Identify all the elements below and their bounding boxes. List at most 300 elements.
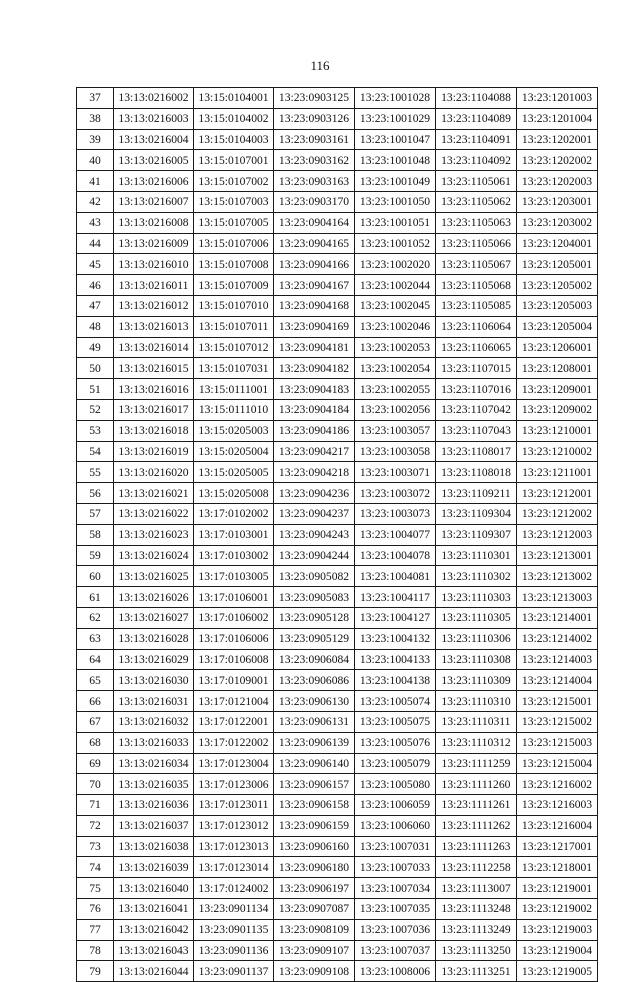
cadastral-number-cell: 13:23:1005079 [355, 753, 436, 774]
table-row [77, 358, 598, 379]
cadastral-number-cell: 13:23:1212003 [517, 524, 598, 545]
cadastral-number-cell: 13:23:1110303 [436, 587, 517, 608]
cadastral-number-cell: 13:23:0907087 [274, 899, 355, 920]
cadastral-number-cell: 13:23:1109211 [436, 483, 517, 504]
table-row [77, 150, 598, 171]
cadastral-number-cell: 13:13:0216041 [114, 899, 194, 920]
cadastral-number-cell: 13:23:1215004 [517, 753, 598, 774]
cadastral-number-cell: 13:23:1005075 [355, 711, 436, 732]
cadastral-number-cell: 13:23:1001028 [355, 88, 436, 109]
cadastral-number-cell: 13:15:0205003 [194, 420, 274, 441]
cadastral-number-cell: 13:23:0904218 [274, 462, 355, 483]
row-number-cell: 58 [77, 524, 114, 545]
table-row [77, 961, 598, 982]
cadastral-number-cell: 13:23:0904217 [274, 441, 355, 462]
row-number-cell: 57 [77, 503, 114, 524]
cadastral-number-cell: 13:15:0107001 [194, 150, 274, 171]
cadastral-number-cell: 13:23:1212002 [517, 503, 598, 524]
cadastral-number-cell: 13:23:1208001 [517, 358, 598, 379]
cadastral-number-cell: 13:23:1213001 [517, 545, 598, 566]
table-row [77, 275, 598, 296]
cadastral-number-cell: 13:23:0906180 [274, 857, 355, 878]
cadastral-number-cell: 13:23:0908109 [274, 919, 355, 940]
cadastral-number-cell: 13:15:0107011 [194, 316, 274, 337]
cadastral-number-cell: 13:13:0216011 [114, 275, 194, 296]
cadastral-number-cell: 13:13:0216018 [114, 420, 194, 441]
cadastral-number-cell: 13:23:0906086 [274, 670, 355, 691]
cadastral-number-cell: 13:17:0103002 [194, 545, 274, 566]
cadastral-number-cell: 13:23:0904184 [274, 399, 355, 420]
cadastral-number-cell: 13:13:0216034 [114, 753, 194, 774]
table-row [77, 233, 598, 254]
cadastral-number-cell: 13:13:0216006 [114, 171, 194, 192]
cadastral-number-cell: 13:23:1205002 [517, 275, 598, 296]
table-row [77, 129, 598, 150]
table-row [77, 379, 598, 400]
row-number-cell: 64 [77, 649, 114, 670]
cadastral-number-cell: 13:23:1107016 [436, 379, 517, 400]
cadastral-number-cell: 13:23:1001048 [355, 150, 436, 171]
cadastral-number-cell: 13:23:0904164 [274, 212, 355, 233]
cadastral-number-cell: 13:23:0904243 [274, 524, 355, 545]
row-number-cell: 62 [77, 607, 114, 628]
table-row [77, 587, 598, 608]
row-number-cell: 66 [77, 691, 114, 712]
cadastral-number-cell: 13:13:0216027 [114, 607, 194, 628]
table-row [77, 545, 598, 566]
cadastral-number-cell: 13:23:0906160 [274, 836, 355, 857]
cadastral-number-cell: 13:13:0216029 [114, 649, 194, 670]
cadastral-number-cell: 13:23:0904237 [274, 503, 355, 524]
row-number-cell: 42 [77, 191, 114, 212]
cadastral-number-cell: 13:13:0216014 [114, 337, 194, 358]
cadastral-number-cell: 13:17:0106002 [194, 607, 274, 628]
table-row [77, 503, 598, 524]
cadastral-number-cell: 13:23:1202001 [517, 129, 598, 150]
cadastral-number-cell: 13:23:1215002 [517, 711, 598, 732]
table-row [77, 420, 598, 441]
cadastral-number-cell: 13:13:0216013 [114, 316, 194, 337]
cadastral-number-cell: 13:23:1004133 [355, 649, 436, 670]
cadastral-number-cell: 13:23:1213003 [517, 587, 598, 608]
cadastral-number-cell: 13:23:1212001 [517, 483, 598, 504]
cadastral-number-cell: 13:13:0216010 [114, 254, 194, 275]
cadastral-number-cell: 13:17:0106008 [194, 649, 274, 670]
cadastral-number-cell: 13:23:1110306 [436, 628, 517, 649]
cadastral-number-cell: 13:13:0216016 [114, 379, 194, 400]
cadastral-number-cell: 13:23:0904166 [274, 254, 355, 275]
cadastral-number-cell: 13:23:0905083 [274, 587, 355, 608]
cadastral-number-cell: 13:23:1004078 [355, 545, 436, 566]
row-number-cell: 51 [77, 379, 114, 400]
cadastral-number-cell: 13:13:0216040 [114, 878, 194, 899]
cadastral-number-cell: 13:13:0216003 [114, 108, 194, 129]
cadastral-number-cell: 13:23:0903126 [274, 108, 355, 129]
table-row [77, 607, 598, 628]
cadastral-number-cell: 13:23:1111261 [436, 795, 517, 816]
cadastral-number-cell: 13:23:1004077 [355, 524, 436, 545]
cadastral-number-cell: 13:23:1107015 [436, 358, 517, 379]
cadastral-number-cell: 13:23:0904186 [274, 420, 355, 441]
table-row [77, 815, 598, 836]
row-number-cell: 69 [77, 753, 114, 774]
table-row [77, 732, 598, 753]
cadastral-number-cell: 13:13:0216035 [114, 774, 194, 795]
cadastral-number-cell: 13:23:1108018 [436, 462, 517, 483]
table-body [77, 88, 598, 982]
cadastral-number-cell: 13:15:0107009 [194, 275, 274, 296]
cadastral-number-cell: 13:13:0216032 [114, 711, 194, 732]
cadastral-number-cell: 13:13:0216017 [114, 399, 194, 420]
row-number-cell: 77 [77, 919, 114, 940]
cadastral-number-cell: 13:15:0111001 [194, 379, 274, 400]
cadastral-number-cell: 13:23:1001047 [355, 129, 436, 150]
cadastral-number-cell: 13:23:1104089 [436, 108, 517, 129]
cadastral-number-cell: 13:13:0216024 [114, 545, 194, 566]
table-row [77, 774, 598, 795]
cadastral-number-cell: 13:23:1211001 [517, 462, 598, 483]
cadastral-number-cell: 13:23:1214003 [517, 649, 598, 670]
cadastral-number-cell: 13:13:0216038 [114, 836, 194, 857]
cadastral-number-cell: 13:23:1214002 [517, 628, 598, 649]
cadastral-number-cell: 13:13:0216019 [114, 441, 194, 462]
cadastral-number-cell: 13:23:1105062 [436, 191, 517, 212]
cadastral-number-cell: 13:13:0216008 [114, 212, 194, 233]
cadastral-number-cell: 13:23:1005080 [355, 774, 436, 795]
cadastral-number-cell: 13:23:0904167 [274, 275, 355, 296]
cadastral-number-cell: 13:15:0104003 [194, 129, 274, 150]
cadastral-number-cell: 13:23:1201004 [517, 108, 598, 129]
row-number-cell: 67 [77, 711, 114, 732]
cadastral-number-cell: 13:17:0103001 [194, 524, 274, 545]
table-row [77, 795, 598, 816]
cadastral-number-cell: 13:15:0111010 [194, 399, 274, 420]
cadastral-number-cell: 13:15:0104001 [194, 88, 274, 109]
cadastral-number-cell: 13:15:0107010 [194, 295, 274, 316]
row-number-cell: 60 [77, 566, 114, 587]
row-number-cell: 41 [77, 171, 114, 192]
cadastral-number-cell: 13:23:1219001 [517, 878, 598, 899]
cadastral-number-cell: 13:15:0107002 [194, 171, 274, 192]
cadastral-number-cell: 13:13:0216021 [114, 483, 194, 504]
cadastral-number-cell: 13:23:1003058 [355, 441, 436, 462]
row-number-cell: 56 [77, 483, 114, 504]
cadastral-number-cell: 13:15:0205008 [194, 483, 274, 504]
cadastral-number-cell: 13:23:0906084 [274, 649, 355, 670]
cadastral-number-cell: 13:13:0216007 [114, 191, 194, 212]
cadastral-number-cell: 13:23:1110302 [436, 566, 517, 587]
table-row [77, 628, 598, 649]
cadastral-number-cell: 13:23:1205003 [517, 295, 598, 316]
cadastral-number-cell: 13:23:0901134 [194, 899, 274, 920]
cadastral-number-cell: 13:23:1105063 [436, 212, 517, 233]
cadastral-number-cell: 13:23:1007034 [355, 878, 436, 899]
cadastral-number-cell: 13:23:1002046 [355, 316, 436, 337]
cadastral-number-cell: 13:17:0123012 [194, 815, 274, 836]
cadastral-number-cell: 13:23:0901136 [194, 940, 274, 961]
row-number-cell: 49 [77, 337, 114, 358]
table-row [77, 316, 598, 337]
row-number-cell: 45 [77, 254, 114, 275]
cadastral-number-cell: 13:23:1210002 [517, 441, 598, 462]
cadastral-number-cell: 13:23:0901137 [194, 961, 274, 982]
cadastral-number-cell: 13:23:1108017 [436, 441, 517, 462]
cadastral-number-cell: 13:23:1216003 [517, 795, 598, 816]
row-number-cell: 75 [77, 878, 114, 899]
cadastral-number-cell: 13:13:0216028 [114, 628, 194, 649]
cadastral-number-cell: 13:13:0216042 [114, 919, 194, 940]
cadastral-number-cell: 13:23:1105061 [436, 171, 517, 192]
cadastral-number-cell: 13:23:1107042 [436, 399, 517, 420]
cadastral-number-cell: 13:23:1111263 [436, 836, 517, 857]
cadastral-number-cell: 13:23:1219004 [517, 940, 598, 961]
cadastral-number-cell: 13:23:0901135 [194, 919, 274, 940]
row-number-cell: 61 [77, 587, 114, 608]
cadastral-number-cell: 13:15:0107005 [194, 212, 274, 233]
cadastral-number-cell: 13:23:1205004 [517, 316, 598, 337]
cadastral-number-cell: 13:23:1004081 [355, 566, 436, 587]
cadastral-number-cell: 13:23:1216002 [517, 774, 598, 795]
cadastral-number-cell: 13:23:1113248 [436, 899, 517, 920]
cadastral-number-cell: 13:13:0216022 [114, 503, 194, 524]
table-row [77, 878, 598, 899]
table-row [77, 483, 598, 504]
cadastral-number-cell: 13:23:1001029 [355, 108, 436, 129]
cadastral-number-cell: 13:17:0124002 [194, 878, 274, 899]
cadastral-number-cell: 13:23:1001051 [355, 212, 436, 233]
cadastral-number-cell: 13:23:1203001 [517, 191, 598, 212]
cadastral-number-cell: 13:23:0904169 [274, 316, 355, 337]
cadastral-number-cell: 13:23:0906139 [274, 732, 355, 753]
cadastral-number-cell: 13:23:1110310 [436, 691, 517, 712]
cadastral-number-cell: 13:23:1113251 [436, 961, 517, 982]
cadastral-number-cell: 13:23:1111262 [436, 815, 517, 836]
cadastral-number-cell: 13:17:0123014 [194, 857, 274, 878]
row-number-cell: 70 [77, 774, 114, 795]
cadastral-number-cell: 13:17:0122001 [194, 711, 274, 732]
cadastral-number-cell: 13:23:1213002 [517, 566, 598, 587]
row-number-cell: 59 [77, 545, 114, 566]
table-row [77, 171, 598, 192]
row-number-cell: 72 [77, 815, 114, 836]
cadastral-number-cell: 13:23:1110309 [436, 670, 517, 691]
cadastral-number-cell: 13:15:0107008 [194, 254, 274, 275]
table-row [77, 88, 598, 109]
cadastral-number-cell: 13:15:0205005 [194, 462, 274, 483]
cadastral-number-cell: 13:23:1107043 [436, 420, 517, 441]
row-number-cell: 65 [77, 670, 114, 691]
row-number-cell: 37 [77, 88, 114, 109]
cadastral-number-cell: 13:23:1109307 [436, 524, 517, 545]
row-number-cell: 52 [77, 399, 114, 420]
cadastral-number-cell: 13:23:1113250 [436, 940, 517, 961]
row-number-cell: 53 [77, 420, 114, 441]
cadastral-number-cell: 13:23:1218001 [517, 857, 598, 878]
cadastral-number-cell: 13:23:0906130 [274, 691, 355, 712]
cadastral-number-cell: 13:23:1004127 [355, 607, 436, 628]
cadastral-number-cell: 13:15:0107006 [194, 233, 274, 254]
cadastral-number-cell: 13:23:1105085 [436, 295, 517, 316]
cadastral-number-cell: 13:23:1106064 [436, 316, 517, 337]
cadastral-number-cell: 13:23:1106065 [436, 337, 517, 358]
row-number-cell: 76 [77, 899, 114, 920]
cadastral-number-cell: 13:23:0905082 [274, 566, 355, 587]
cadastral-number-cell: 13:23:1004117 [355, 587, 436, 608]
cadastral-number-cell: 13:23:1113249 [436, 919, 517, 940]
cadastral-number-cell: 13:23:0904244 [274, 545, 355, 566]
row-number-cell: 55 [77, 462, 114, 483]
cadastral-number-cell: 13:13:0216005 [114, 150, 194, 171]
cadastral-number-cell: 13:23:1001049 [355, 171, 436, 192]
cadastral-number-cell: 13:23:1104091 [436, 129, 517, 150]
table-row [77, 857, 598, 878]
cadastral-number-cell: 13:23:1202003 [517, 171, 598, 192]
cadastral-number-cell: 13:23:0903161 [274, 129, 355, 150]
cadastral-number-cell: 13:15:0205004 [194, 441, 274, 462]
table-row [77, 191, 598, 212]
cadastral-number-cell: 13:23:0906197 [274, 878, 355, 899]
cadastral-number-cell: 13:17:0122002 [194, 732, 274, 753]
cadastral-number-cell: 13:23:1105066 [436, 233, 517, 254]
cadastral-number-cell: 13:23:1105067 [436, 254, 517, 275]
table-row [77, 108, 598, 129]
row-number-cell: 54 [77, 441, 114, 462]
cadastral-number-cell: 13:23:1007036 [355, 919, 436, 940]
cadastral-number-cell: 13:23:0903170 [274, 191, 355, 212]
cadastral-number-cell: 13:23:1001050 [355, 191, 436, 212]
cadastral-number-cell: 13:23:0904183 [274, 379, 355, 400]
cadastral-number-cell: 13:23:1201003 [517, 88, 598, 109]
table-row [77, 441, 598, 462]
table-row [77, 399, 598, 420]
cadastral-number-cell: 13:23:0909107 [274, 940, 355, 961]
cadastral-number-cell: 13:23:1003057 [355, 420, 436, 441]
cadastral-number-table [76, 87, 598, 982]
cadastral-number-cell: 13:17:0102002 [194, 503, 274, 524]
table-row [77, 691, 598, 712]
cadastral-number-cell: 13:23:1006060 [355, 815, 436, 836]
cadastral-number-cell: 13:23:0909108 [274, 961, 355, 982]
cadastral-number-cell: 13:13:0216009 [114, 233, 194, 254]
cadastral-number-cell: 13:23:0904182 [274, 358, 355, 379]
cadastral-number-cell: 13:17:0106006 [194, 628, 274, 649]
table-row [77, 566, 598, 587]
cadastral-number-cell: 13:23:1206001 [517, 337, 598, 358]
cadastral-number-cell: 13:23:1215001 [517, 691, 598, 712]
cadastral-number-cell: 13:13:0216036 [114, 795, 194, 816]
cadastral-number-cell: 13:23:1007037 [355, 940, 436, 961]
cadastral-number-cell: 13:23:1003072 [355, 483, 436, 504]
cadastral-number-cell: 13:13:0216002 [114, 88, 194, 109]
cadastral-number-cell: 13:23:1002055 [355, 379, 436, 400]
cadastral-number-cell: 13:23:1110312 [436, 732, 517, 753]
cadastral-number-cell: 13:17:0121004 [194, 691, 274, 712]
table-row [77, 649, 598, 670]
cadastral-number-cell: 13:23:0904181 [274, 337, 355, 358]
cadastral-number-cell: 13:23:1219002 [517, 899, 598, 920]
cadastral-number-cell: 13:13:0216026 [114, 587, 194, 608]
cadastral-number-cell: 13:17:0123004 [194, 753, 274, 774]
table-row [77, 711, 598, 732]
table-row [77, 337, 598, 358]
table-row [77, 295, 598, 316]
cadastral-number-cell: 13:23:1219003 [517, 919, 598, 940]
cadastral-number-cell: 13:23:0905129 [274, 628, 355, 649]
cadastral-number-cell: 13:23:1109304 [436, 503, 517, 524]
cadastral-number-cell: 13:23:0903163 [274, 171, 355, 192]
cadastral-number-cell: 13:15:0107003 [194, 191, 274, 212]
table-row [77, 462, 598, 483]
cadastral-number-cell: 13:23:1217001 [517, 836, 598, 857]
cadastral-number-cell: 13:23:1004132 [355, 628, 436, 649]
row-number-cell: 74 [77, 857, 114, 878]
row-number-cell: 46 [77, 275, 114, 296]
cadastral-number-cell: 13:23:1209001 [517, 379, 598, 400]
cadastral-number-cell: 13:23:1216004 [517, 815, 598, 836]
row-number-cell: 79 [77, 961, 114, 982]
cadastral-number-cell: 13:13:0216020 [114, 462, 194, 483]
cadastral-number-cell: 13:23:1007035 [355, 899, 436, 920]
cadastral-number-cell: 13:13:0216015 [114, 358, 194, 379]
cadastral-number-cell: 13:23:0906140 [274, 753, 355, 774]
row-number-cell: 50 [77, 358, 114, 379]
cadastral-number-cell: 13:23:1002054 [355, 358, 436, 379]
cadastral-number-cell: 13:23:1209002 [517, 399, 598, 420]
cadastral-number-cell: 13:23:1112258 [436, 857, 517, 878]
table-row [77, 940, 598, 961]
table-row [77, 212, 598, 233]
cadastral-number-cell: 13:23:1007031 [355, 836, 436, 857]
row-number-cell: 40 [77, 150, 114, 171]
cadastral-number-cell: 13:13:0216044 [114, 961, 194, 982]
cadastral-number-cell: 13:23:0906158 [274, 795, 355, 816]
cadastral-number-cell: 13:17:0123006 [194, 774, 274, 795]
cadastral-number-cell: 13:23:1111260 [436, 774, 517, 795]
cadastral-number-cell: 13:13:0216030 [114, 670, 194, 691]
cadastral-number-cell: 13:17:0123013 [194, 836, 274, 857]
cadastral-number-cell: 13:23:1110308 [436, 649, 517, 670]
cadastral-number-cell: 13:13:0216023 [114, 524, 194, 545]
table-row [77, 524, 598, 545]
table-row [77, 919, 598, 940]
cadastral-number-cell: 13:15:0107012 [194, 337, 274, 358]
cadastral-number-cell: 13:23:1005074 [355, 691, 436, 712]
cadastral-number-cell: 13:23:1202002 [517, 150, 598, 171]
cadastral-number-cell: 13:23:1214001 [517, 607, 598, 628]
cadastral-number-cell: 13:15:0104002 [194, 108, 274, 129]
table-row [77, 670, 598, 691]
cadastral-number-cell: 13:23:1008006 [355, 961, 436, 982]
cadastral-number-cell: 13:23:1002020 [355, 254, 436, 275]
table-row [77, 753, 598, 774]
cadastral-number-cell: 13:23:1210001 [517, 420, 598, 441]
row-number-cell: 78 [77, 940, 114, 961]
cadastral-number-cell: 13:13:0216025 [114, 566, 194, 587]
row-number-cell: 73 [77, 836, 114, 857]
cadastral-number-cell: 13:13:0216043 [114, 940, 194, 961]
cadastral-number-cell: 13:23:1204001 [517, 233, 598, 254]
cadastral-number-cell: 13:13:0216004 [114, 129, 194, 150]
cadastral-number-cell: 13:23:0904236 [274, 483, 355, 504]
row-number-cell: 68 [77, 732, 114, 753]
cadastral-number-cell: 13:23:1002044 [355, 275, 436, 296]
cadastral-number-cell: 13:23:1205001 [517, 254, 598, 275]
page-number: 116 [310, 58, 330, 73]
cadastral-number-cell: 13:23:0905128 [274, 607, 355, 628]
cadastral-number-cell: 13:23:1215003 [517, 732, 598, 753]
cadastral-number-cell: 13:23:1001052 [355, 233, 436, 254]
cadastral-number-cell: 13:23:1003073 [355, 503, 436, 524]
